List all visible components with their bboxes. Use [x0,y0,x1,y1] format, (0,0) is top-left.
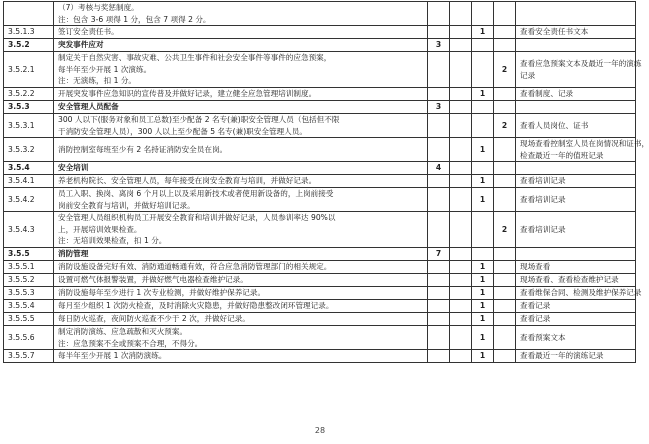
score-0 [450,39,472,52]
item-id: 3.5.2.2 [4,88,54,101]
score-2 [494,313,516,326]
item-content [54,313,428,326]
table-row [4,188,636,212]
content-line: 制定关于自然灾害、事故灾难、公共卫生事件和社会安全事件等事件的应急预案， [58,53,332,63]
table-row [4,300,636,313]
score-2 [494,274,516,287]
evaluation-method [516,114,636,138]
method-line: 查看记录 [520,301,551,311]
item-id: 3.5.3.1 [4,114,54,138]
section-total [428,88,450,101]
score-1 [472,162,494,175]
content-line: 注：应急预案不全或预案不合理，不得分。 [58,338,203,348]
method-line: 查看安全责任书文本 [520,27,589,37]
item-id: 3.5.2 [4,39,54,52]
item-content [54,2,428,26]
score-1 [472,248,494,261]
table-row [4,313,636,326]
score-2 [494,39,516,52]
evaluation-method [516,39,636,52]
item-content [54,175,428,188]
standards-table [3,1,649,363]
evaluation-method [516,101,636,114]
item-content [54,114,428,138]
section-total: 4 [428,162,450,175]
score-2: 2 [494,114,516,138]
score-1: 1 [472,287,494,300]
table-row [4,26,636,39]
content-line: 每月至少组织 1 次防火检查，及时消除火灾隐患，并做好隐患整改闭环管理记录。 [58,301,334,311]
method-line: 查看最近一年的演练记录 [520,351,604,361]
content-line: 员工入职、换岗、离岗 6 个月以上以及采用新技术或者使用新设备的，上岗前接受 [58,189,334,198]
score-2 [494,287,516,300]
method-line: 查看培训记录 [520,224,566,234]
item-id: 3.5.5.5 [4,313,54,326]
item-content [54,248,428,261]
score-0 [450,287,472,300]
method-line: 查看预案文本 [520,332,566,342]
method-line: 记录 [520,70,536,80]
section-total [428,26,450,39]
section-total: 3 [428,101,450,114]
table-row [4,261,636,274]
score-0 [450,261,472,274]
content-line: 消防设施设备完好有效、消防通道畅通有效，符合应急消防管理部门的相关规定。 [58,262,332,272]
score-1: 1 [472,350,494,363]
item-id: 3.5.1.3 [4,26,54,39]
content-line: 注：无演练，扣 1 分。 [58,76,137,86]
page-number: 28 [314,426,326,435]
score-0 [450,138,472,162]
section-total [428,274,450,287]
method-line: 现场查看控制室人员在岗情况和证书， [520,139,649,148]
content-line: 于消防安全管理人员），300 人以上至少配备 5 名专(兼)职安全管理人员。 [58,126,307,136]
table-row [4,212,636,248]
section-total [428,326,450,350]
content-line: 安全管理人员配备 [58,102,119,112]
table-row [4,138,636,162]
content-line: 安全管理人员组织机构员工开展安全教育和培训并做好记录，人员参训率达 90%以 [58,213,336,223]
score-1: 1 [472,313,494,326]
evaluation-method [516,326,636,350]
score-2 [494,175,516,188]
section-total [428,2,450,26]
item-content [54,52,428,88]
score-2 [494,26,516,39]
score-0 [450,274,472,287]
score-2 [494,162,516,175]
evaluation-method [516,212,636,248]
item-id: 3.5.5 [4,248,54,261]
method-line: 查看应急预案文本及最近一年的演练 [520,59,642,68]
section-total [428,188,450,212]
item-id: 3.5.5.2 [4,274,54,287]
table-row [4,287,636,300]
score-0 [450,313,472,326]
method-line: 查看记录 [520,314,551,324]
item-id: 3.5.4 [4,162,54,175]
score-2 [494,350,516,363]
score-1: 1 [472,326,494,350]
evaluation-method [516,52,642,88]
method-line: 现场查看 [520,262,551,272]
score-1: 1 [472,138,494,162]
item-content [54,274,428,287]
score-1 [472,101,494,114]
section-total [428,313,450,326]
score-2 [494,88,516,101]
content-line: 岗前安全教育与培训，并做好培训记录。 [58,200,195,210]
section-total [428,300,450,313]
content-line: 每日防火巡查，夜间防火巡查不少于 2 次，并做好记录。 [58,314,250,324]
score-2: 2 [494,52,516,88]
score-0 [450,350,472,363]
item-content [54,88,428,101]
table-row [4,274,636,287]
score-1: 1 [472,300,494,313]
score-1: 1 [472,274,494,287]
score-0 [450,52,472,88]
content-line: 消防控制室每班至少有 2 名持证消防安全员在岗。 [58,144,228,154]
score-0 [450,248,472,261]
method-line: 查看维保合同、检测及维护保养记录 [520,288,642,298]
content-line: 上，开展培训效果检查。 [58,224,142,234]
score-0 [450,212,472,248]
score-1 [472,212,494,248]
score-0 [450,300,472,313]
item-id [4,2,54,26]
item-content [54,300,428,313]
item-id: 3.5.5.6 [4,326,54,350]
score-1: 1 [472,88,494,101]
section-total [428,212,450,248]
score-2 [494,2,516,26]
evaluation-method [516,2,636,26]
evaluation-method [516,248,636,261]
section-total [428,114,450,138]
content-line: 注：包含 3-6 项得 1 分，包含 7 项得 2 分。 [58,14,211,24]
table-row [4,52,636,88]
item-id: 3.5.3.2 [4,138,54,162]
score-2 [494,138,516,162]
section-total [428,138,450,162]
score-0 [450,114,472,138]
score-1 [472,39,494,52]
section-total [428,52,450,88]
method-line: 检查最近一年的值班记录 [520,150,604,160]
score-0 [450,88,472,101]
item-content [54,350,428,363]
content-line: 签订安全责任书。 [58,27,119,37]
evaluation-method [516,88,636,101]
content-line: 注：无培训效果检查，扣 1 分。 [58,236,167,246]
content-line: 300 人以下(服务对象和员工总数)至少配备 2 名专(兼)职安全管理人员（包括但不限 [58,115,340,124]
score-0 [450,162,472,175]
table-row [4,88,636,101]
evaluation-method [516,274,636,287]
item-content [54,261,428,274]
item-content [54,101,428,114]
table-row [4,114,636,138]
score-0 [450,188,472,212]
section-row [4,162,636,175]
evaluation-method [516,175,636,188]
score-1: 1 [472,188,494,212]
content-line: 每半年至少开展 1 次演练。 [58,64,152,74]
item-id: 3.5.2.1 [4,52,54,88]
table-row [4,326,636,350]
section-total [428,175,450,188]
item-id: 3.5.5.1 [4,261,54,274]
score-2 [494,101,516,114]
content-line: 开展突发事件应急知识的宣传普及并做好记录，建立健全应急管理培训制度。 [58,89,317,99]
score-0 [450,175,472,188]
section-total: 7 [428,248,450,261]
score-0 [450,326,472,350]
section-row [4,248,636,261]
section-row [4,101,636,114]
content-line: 设置可燃气体报警装置，并做好燃气电器检查维护记录。 [58,275,248,285]
item-content [54,26,428,39]
evaluation-method [516,300,636,313]
evaluation-method [516,188,636,212]
item-content [54,39,428,52]
method-line: 查看制度、记录 [520,89,574,99]
item-content [54,287,428,300]
method-line: 现场查看、查看检查维护记录 [520,275,619,285]
score-2 [494,248,516,261]
score-0 [450,101,472,114]
score-1 [472,114,494,138]
item-id: 3.5.4.1 [4,175,54,188]
content-line: 突发事件应对 [58,40,104,50]
method-line: 查看人员岗位、证书 [520,120,589,130]
score-2 [494,300,516,313]
table-row [4,175,636,188]
section-total: 3 [428,39,450,52]
section-total [428,261,450,274]
item-id: 3.5.5.4 [4,300,54,313]
evaluation-method [516,261,636,274]
score-2: 2 [494,212,516,248]
method-line: 查看培训记录 [520,176,566,186]
table-row [4,2,636,26]
evaluation-method [516,162,636,175]
score-0 [450,26,472,39]
evaluation-method [516,350,636,363]
method-line: 查看培训记录 [520,194,566,204]
score-1 [472,2,494,26]
score-1 [472,52,494,88]
section-total [428,287,450,300]
item-content [54,188,428,212]
content-line: 养老机构院长、安全管理人员，每年接受在岗安全教育与培训，并做好记录。 [58,176,317,186]
score-2 [494,261,516,274]
table-row [4,350,636,363]
content-line: 每半年至少开展 1 次消防演练。 [58,351,167,361]
item-id: 3.5.4.2 [4,188,54,212]
content-line: 安全培训 [58,163,89,173]
item-id: 3.5.3 [4,101,54,114]
evaluation-method [516,26,636,39]
score-1: 1 [472,261,494,274]
section-row [4,39,636,52]
item-content [54,138,428,162]
score-1: 1 [472,26,494,39]
evaluation-method [516,138,649,162]
item-content [54,326,428,350]
content-line: 消防管理 [58,249,89,259]
item-content [54,212,428,248]
content-line: （7）考核与奖惩制度。 [58,3,139,12]
content-line: 制定消防演练、应急疏散和灭火预案。 [58,327,188,336]
score-1: 1 [472,175,494,188]
score-2 [494,188,516,212]
item-id: 3.5.5.7 [4,350,54,363]
content-line: 消防设施每年至少进行 1 次专业检测，并做好维护保养记录。 [58,288,266,298]
section-total [428,350,450,363]
score-2 [494,326,516,350]
evaluation-method [516,313,636,326]
item-id: 3.5.4.3 [4,212,54,248]
item-content [54,162,428,175]
score-0 [450,2,472,26]
evaluation-method [516,287,642,300]
item-id: 3.5.5.3 [4,287,54,300]
